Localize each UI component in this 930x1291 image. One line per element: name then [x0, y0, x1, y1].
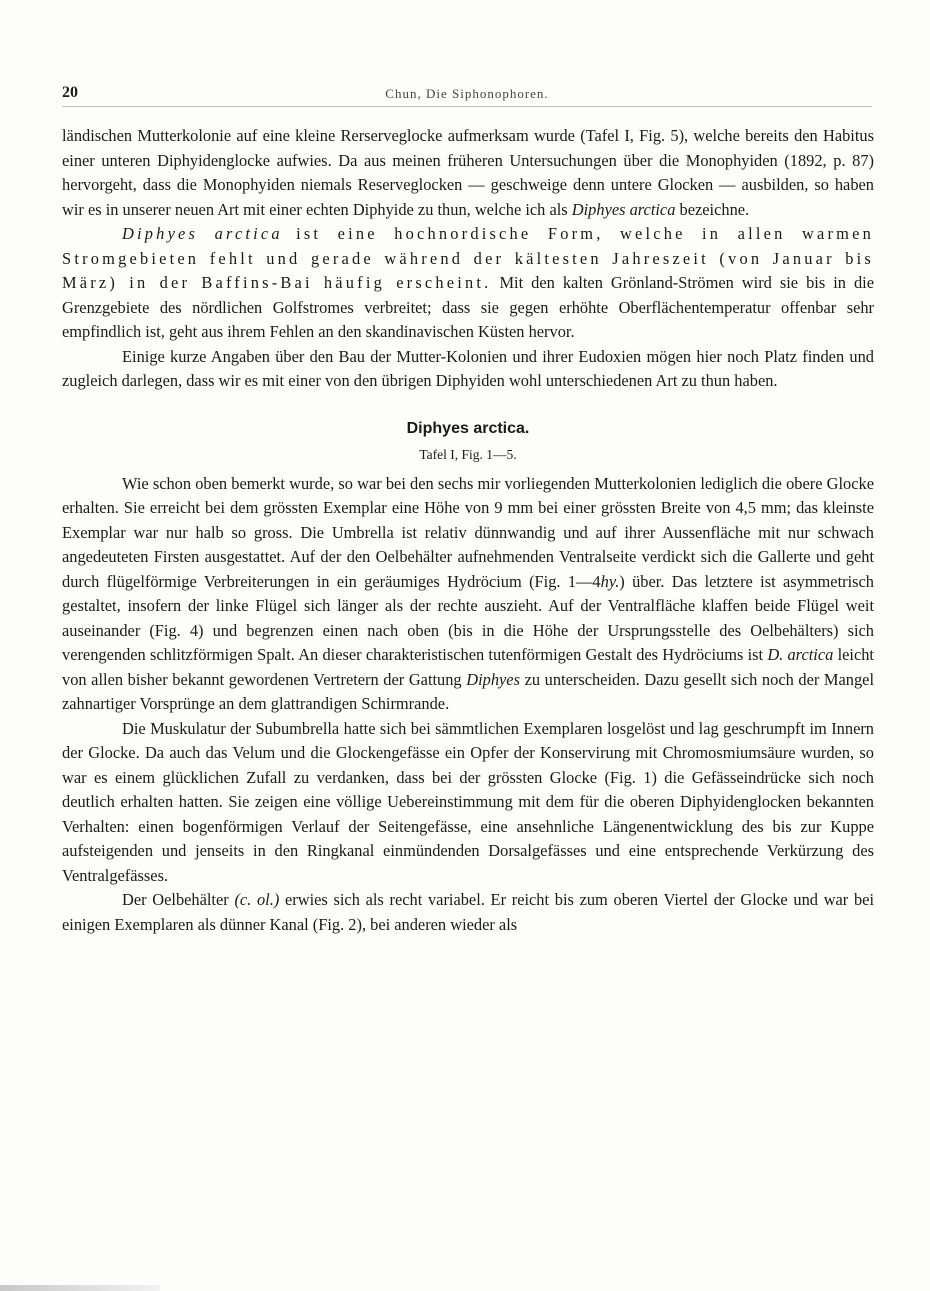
paragraph-2-spaced-text: ist eine hochnordische Form, welche in allen warmen Stromgebieten fehlt und gerade während der kältesten Jahreszeit (von Januar bis März) in der Baffins-Bai häufig erscheint.: [62, 224, 874, 292]
paragraph-4-text-b: ) über. Das letztere ist asymmetrisch gestaltet, insofern der linke Flügel sich länger als der rechte auszieht. Auf der Ventralfläche klaffen beide Flügel weit auseinander (Fig. 4) und begrenzen einen nach oben (bis in die Höhe der Ursprungsstelle des Oelbehälters) sich verengenden schlitzförmigen Spalt. An dieser charakteristischen tutenförmigen Gestalt des Hydröciums ist: [62, 571, 875, 664]
genus-name: Diphyes: [466, 669, 520, 689]
paragraph-5: Die Muskulatur der Subumbrella hatte sich bei sämmtlichen Exemplaren losgelöst und lag geschrumpft im Innern der Glocke. Da auch das Velum und die Glockengefässe ein Opfer der Konservirung mit Chromosmiumsäure wurden, so war es einem glücklichen Zufall zu verdanken, dass bei der grössten Glocke (Fig. 1) die Gefässeindrücke sich noch deutlich erhalten hatten. Sie zeigen eine völlige Uebereinstimmung mit dem für die oberen Diphyidenglocken bekannten Verhalten: einen bogenförmigen Verlauf der Seitengefässe, eine ansehnliche Längenentwicklung des bis zur Kuppe aufsteigenden und jenseits in den Ringkanal einmündenden Dorsalgefässes und eine entsprechende Verkürzung des Ventralgefässes.: [62, 718, 874, 885]
paragraph-6-text-a: Der Oelbehälter: [122, 890, 229, 909]
paragraph-1-text-a: ländischen Mutterkolonie auf eine kleine Rerserveglocke aufmerksam wurde (Tafel I, Fig. 5), welche bereits den Habitus einer unteren Diphyidenglocke aufwies. Da aus meinen früheren Untersuchungen über die Monophyiden (1892, p. 87) hervorgeht, dass die Monophyiden niemals Reserveglocken — geschweige denn untere Glocken — ausbilden, so haben wir es in unserer neuen Art mit einer echten Diphyide zu thun, welche ich als: [62, 126, 874, 219]
paragraph-6: [62, 888, 874, 937]
running-title: Chun, Die Siphonophoren.: [385, 86, 549, 101]
paragraph-1: [62, 124, 874, 222]
page-number: 20: [62, 84, 78, 101]
figure-abbreviation: (c. ol.): [234, 890, 280, 909]
paragraph-4: [62, 472, 874, 717]
text-body: [62, 124, 874, 937]
page-header: [62, 86, 872, 107]
paragraph-4-text-d: zu unterscheiden. Dazu gesellt sich noch der Mangel zahnartiger Vorsprünge an dem glattrandigen Schirmrande.: [62, 669, 874, 713]
section-title: Diphyes arctica.: [406, 419, 530, 437]
scan-edge-artifact: [0, 1285, 160, 1291]
figure-label: hy.: [600, 571, 620, 591]
paragraph-4-text-a: Wie schon oben bemerkt wurde, so war bei den sechs mir vorliegenden Mutterkolonien lediglich die obere Glocke erhalten. Sie erreicht bei dem grössten Exemplar eine Höhe von 9 mm bei einer grössten Breite von 4,5 mm; das kleinste Exemplar war nur halb so gross. Die Umbrella ist relativ dünnwandig und auf ihrer Aussenfläche mit nur schwach angedeuteten Firsten ausgestattet. Auf der den Oelbehälter aufnehmenden Ventralseite verdickt sich die Gallerte und geht durch flügelförmige Verbreiterungen in ein geräumiges Hydröcium (Fig. 1—4: [62, 473, 874, 591]
paragraph-4-text-c: leicht von allen bisher bekannt gewordenen Vertretern der Gattung: [62, 645, 874, 689]
section-subtitle: Tafel I, Fig. 1—5.: [419, 446, 517, 462]
paragraph-1-text-b: bezeichne.: [679, 199, 750, 219]
species-name: Diphyes arctica: [122, 224, 283, 243]
paragraph-6-text-b: erwies sich als recht variabel. Er reicht bis zum oberen Viertel der Glocke und war bei einigen Exemplaren als dünner Kanal (Fig. 2), bei anderen wieder als: [62, 890, 874, 934]
species-abbreviation: D. arctica: [767, 645, 834, 664]
species-name: Diphyes arctica: [571, 199, 676, 219]
paragraph-3: Einige kurze Angaben über den Bau der Mutter-Kolonien und ihrer Eudoxien mögen hier noch Platz finden und zugleich darlegen, dass wir es mit einer von den übrigen Diphyiden wohl unterschiedenen Art zu thun haben.: [62, 346, 874, 390]
paragraph-2: [62, 222, 874, 345]
paragraph-2-text: Mit den kalten Grönland-Strömen wird sie bis in die Grenzgebiete des nördlichen Golfstromes verbreitet; dass sie gegen erhöhte Oberflächentemperatur offenbar sehr empfindlich ist, geht aus ihrem Fehlen an den skandinavischen Küsten hervor.: [62, 273, 874, 341]
